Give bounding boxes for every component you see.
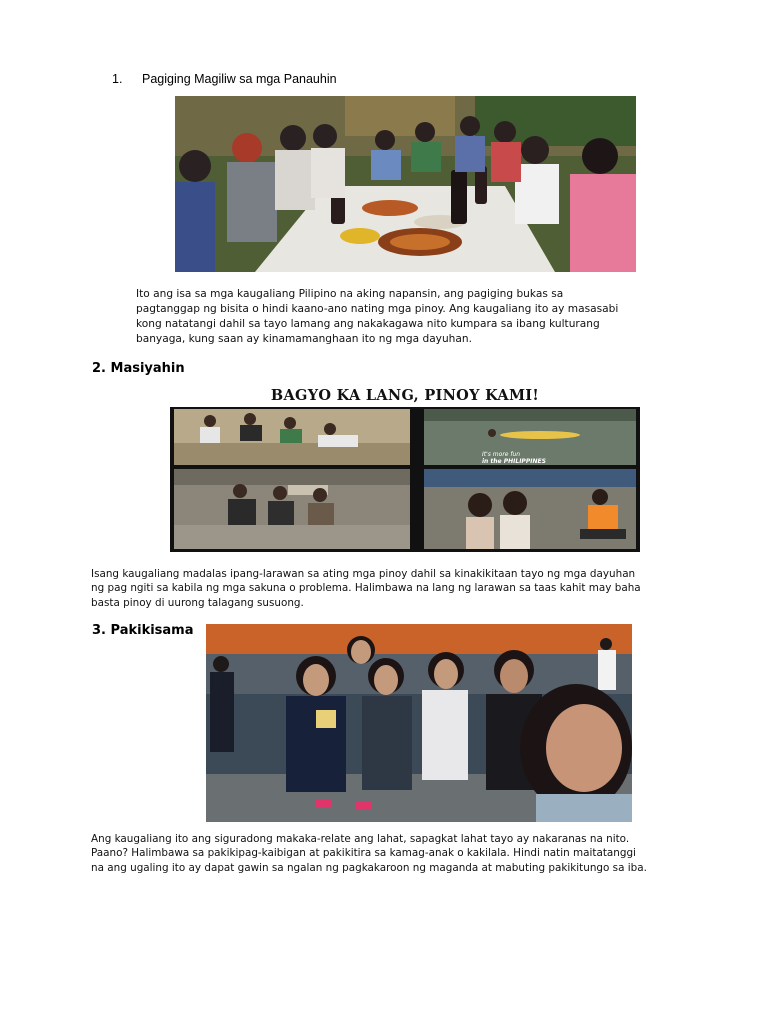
paragraph-line: Paano? Halimbawa sa pakikipag-kaibigan at pakikitira sa kamag-anak o kakilala. Hindi natin maitatanggi [91,847,636,860]
paragraph-line: na ang ugaling ito ay dapat gawin sa ngalan ng pagkakaroon ng maganda at mabuting pakikitungo sa iba. [91,861,647,874]
paragraph-line: Ito ang isa sa mga kaugaliang Pilipino na aking napansin, ang pagiging bukas sa [136,288,564,300]
collage-drawing [170,407,640,552]
photo-friends-selfie-drawing [206,624,632,822]
section-3-paragraph [91,832,647,875]
paragraph-line: banyaga, kung saan ay kinamamanghaan ito ng mga dayuhan. [136,333,472,345]
section-2-heading: 2. Masiyahin [92,361,185,376]
photo-guests-dinner [175,96,636,272]
photo-typhoon-collage [170,385,640,552]
paragraph-line: Isang kaugaliang madalas ipang-larawan sa ating mga pinoy dahil sa kinakikitaan tayo ng mga dayuhan [91,568,636,580]
photo-guests-dinner-drawing [175,96,636,272]
section-3-heading: 3. Pakikisama [92,623,194,638]
section-1-paragraph [136,287,618,347]
collage-tagline-line1: It's more fun [482,451,521,458]
paragraph-line: Ang kaugaliang ito ang siguradong makaka-relate ang lahat, sapagkat lahat tayo ay nakaranas na nito. [91,833,630,845]
paragraph-line: basta pinoy di uurong talagang susuong. [91,596,304,609]
paragraph-line: pagtanggap ng bisita o hindi kaano-ano nating mga pinoy. Ang kaugaliang ito ay masasabi [136,303,619,315]
paragraph-line: kong natatangi dahil sa tayo lamang ang nakakagawa nito kumpara sa ibang kulturang [136,318,600,330]
section-1-heading [112,72,337,86]
collage-banner-text: BAGYO KA LANG, PINOY KAMI! [170,385,640,407]
photo-friends-selfie [206,624,632,822]
collage-tagline-line2: in the PHILIPPINES [482,458,546,465]
section-1-title: Pagiging Magiliw sa mga Panauhin [142,72,337,86]
section-2-paragraph [91,567,641,610]
paragraph-line: ng pag ngiti sa kabila ng mga sakuna o problema. Halimbawa na lang ng larawan sa taas kahit may baha [91,582,641,595]
section-1-number: 1. [112,72,123,86]
